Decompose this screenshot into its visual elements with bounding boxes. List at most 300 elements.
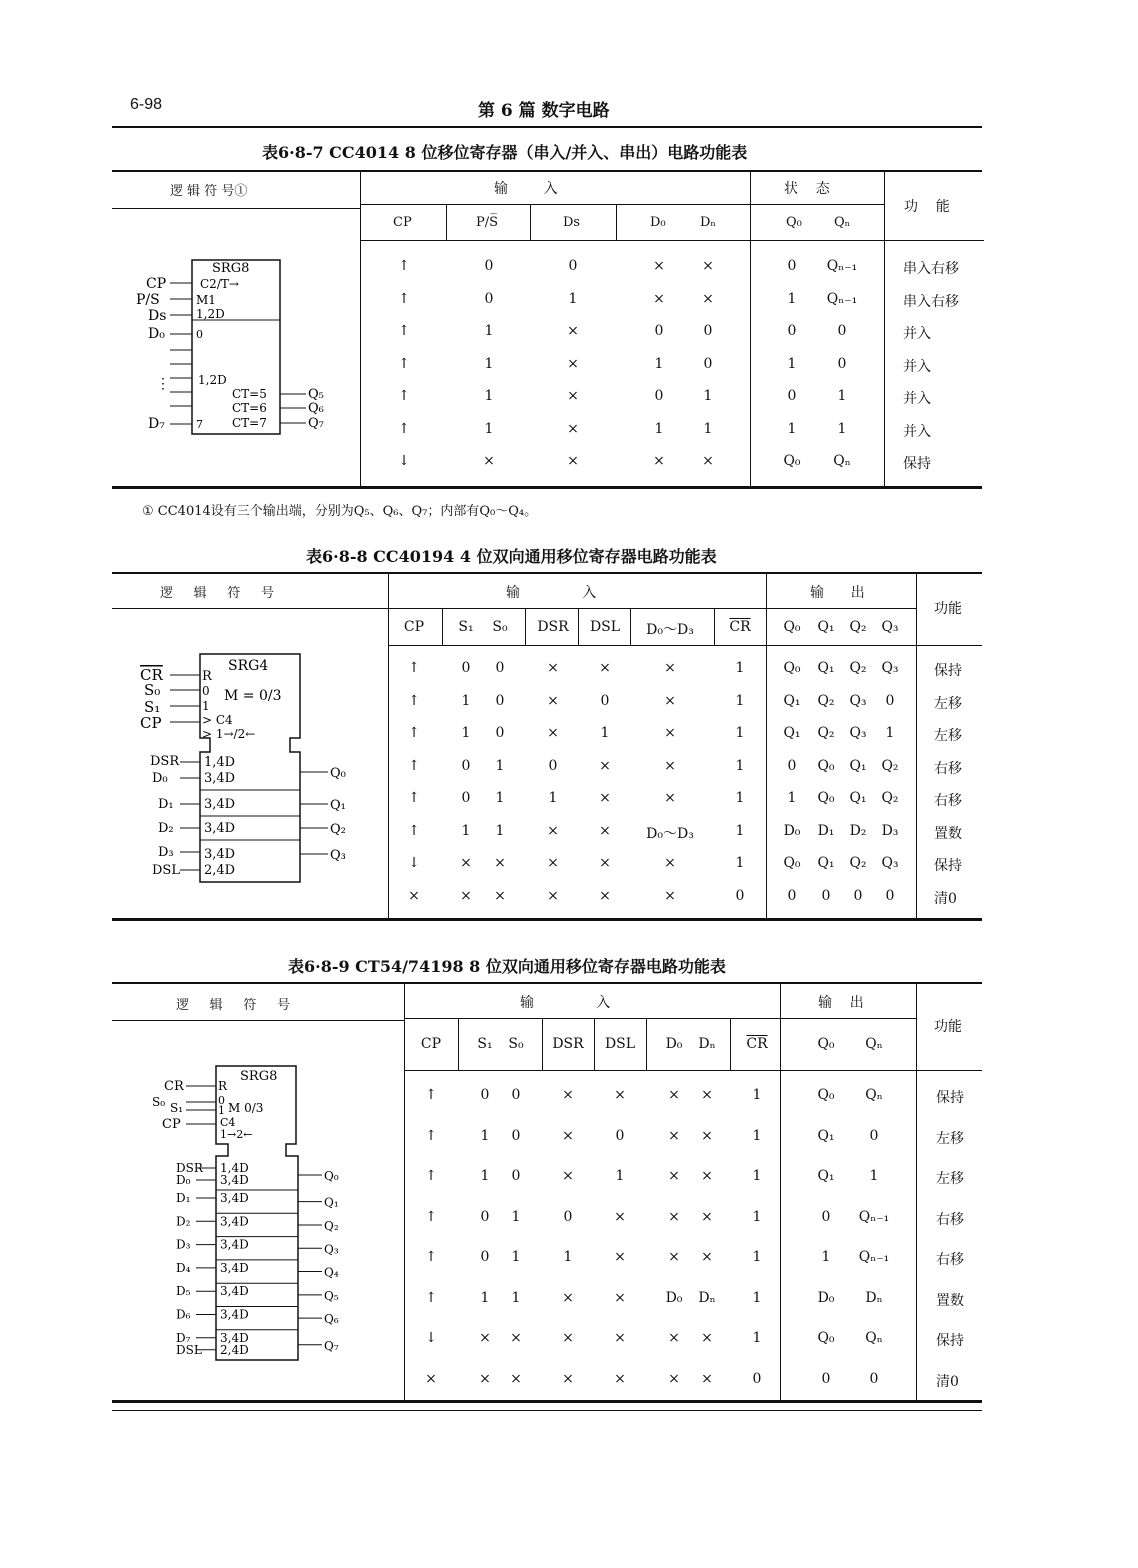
table-cell: ↑ — [398, 388, 410, 404]
out-ct6: CT=6 — [232, 401, 267, 415]
table3-symbol-header: 逻 辑 符 号 — [176, 998, 290, 1013]
table-cell: ↑ — [408, 660, 420, 676]
table-cell: 0 — [511, 1127, 521, 1144]
table-cell: D₀～D₃ — [646, 825, 694, 842]
table2-divider — [578, 609, 579, 645]
table1-col-ps: P/S̅ — [476, 215, 499, 230]
column-header: DSR — [537, 619, 569, 635]
pin-r: R — [202, 669, 212, 684]
table-cell: 1 — [654, 355, 664, 372]
table1-col-qn: Qₙ — [834, 215, 851, 230]
out-q1: Q₁ — [330, 798, 346, 813]
table-cell: 0 — [484, 258, 494, 274]
table-cell: 0 — [853, 887, 863, 904]
function-cell: 置数 — [936, 1292, 964, 1309]
table-cell: × — [460, 855, 472, 871]
table2-symbol-header: 逻 辑 符 号 — [160, 586, 274, 601]
table-cell: ↑ — [398, 290, 410, 307]
table-cell: × — [562, 1370, 574, 1387]
table-cell: 1 — [480, 1289, 490, 1306]
function-cell: 清0 — [936, 1373, 959, 1390]
table-cell: 0 — [615, 1127, 625, 1144]
table-cell: 0 — [837, 323, 847, 339]
function-cell: 置数 — [934, 825, 962, 842]
table3-divider — [780, 984, 781, 1400]
table1-symbol-header: 逻 辑 符 号① — [170, 184, 248, 199]
column-header: DSL — [589, 619, 621, 635]
table3-divider — [916, 984, 917, 1400]
table-cell: ↑ — [425, 1087, 437, 1103]
table-cell: 1 — [484, 420, 494, 437]
table-cell: 1 — [495, 757, 505, 774]
column-header: Q₃ — [881, 619, 899, 635]
pin-m: M 0/3 — [228, 1101, 264, 1115]
table-cell: D₀ — [817, 1289, 835, 1306]
page-number: 6-98 — [130, 96, 163, 113]
pin-7: 7 — [196, 418, 203, 431]
table-cell: 0 — [654, 388, 664, 404]
table-cell: × — [614, 1330, 626, 1346]
table-cell: Q₃ — [849, 692, 867, 709]
input-dsr: DSR — [150, 754, 180, 769]
table-cell: 1 — [787, 420, 797, 437]
column-header: CR̅ — [729, 619, 751, 635]
table3-divider — [404, 1070, 982, 1071]
out-q7: Q₇ — [308, 416, 324, 431]
table-cell: ↑ — [408, 692, 420, 709]
output-label: Q₅ — [324, 1288, 339, 1303]
input-s1: S₁ — [170, 1101, 184, 1115]
table-cell: ↑ — [425, 1127, 437, 1144]
table-cell: 1 — [654, 420, 664, 437]
table-cell: 1 — [511, 1208, 521, 1225]
table1-col-d0: D₀ — [650, 215, 666, 230]
table-cell: 0 — [600, 692, 610, 709]
table-cell: 1 — [869, 1168, 879, 1184]
table-cell: 0 — [461, 757, 471, 774]
input-s0: S₀ — [152, 1095, 166, 1109]
input-dsl: DSL — [152, 863, 180, 878]
table-cell: 0 — [821, 1370, 831, 1387]
table3-bottom-rule — [112, 1400, 982, 1403]
table-cell: × — [668, 1330, 680, 1346]
table-cell: × — [701, 1208, 713, 1225]
table-cell: 0 — [787, 323, 797, 339]
table-cell: ↑ — [425, 1289, 437, 1306]
table-cell: 1 — [735, 790, 745, 806]
table-cell: 0 — [568, 258, 578, 274]
table-cell: Q₀ — [783, 855, 801, 871]
table-cell: 1 — [735, 660, 745, 676]
input-cr: CR — [140, 666, 163, 684]
input-label: DSL — [176, 1342, 202, 1357]
table1-bottom-rule — [112, 486, 982, 489]
table-cell: 1 — [461, 822, 471, 839]
table1-col-q0: Q₀ — [786, 215, 802, 230]
function-cell: 右移 — [934, 760, 962, 777]
pin-0: 0 — [202, 684, 210, 698]
column-header: D₀～D₃ — [646, 622, 694, 638]
pin-shift: > 1→/2← — [202, 727, 256, 741]
table-cell: × — [668, 1168, 680, 1184]
input-label: DSR — [176, 1161, 203, 1175]
out-q2: Q₂ — [330, 822, 346, 837]
table-cell: 1 — [735, 757, 745, 774]
table-cell: 1 — [752, 1249, 762, 1265]
column-header: CR̅ — [746, 1036, 768, 1052]
table2-bottom-rule — [112, 918, 982, 921]
table1-divider — [446, 205, 447, 240]
table-cell: ↑ — [398, 355, 410, 372]
table-cell: 1 — [821, 1249, 831, 1265]
input-cp: CP — [140, 714, 162, 732]
table-cell: 0 — [752, 1370, 762, 1387]
table1-function-header: 功 能 — [904, 199, 950, 215]
table-cell: 0 — [787, 388, 797, 404]
table-cell: 0 — [511, 1168, 521, 1184]
table2-input-header: 输 入 — [506, 585, 597, 601]
table2-divider — [916, 574, 917, 918]
pin-label: 3,4D — [220, 1284, 249, 1299]
function-cell: 右移 — [936, 1211, 964, 1228]
pin-24d: 2,4D — [204, 863, 236, 878]
table-cell: 1 — [837, 388, 847, 404]
table-cell: Q₂ — [881, 757, 899, 774]
table-cell: 0 — [869, 1127, 879, 1144]
pin-label: 3,4D — [220, 1173, 249, 1187]
table-cell: 0 — [787, 258, 797, 274]
column-header: Qₙ — [865, 1036, 883, 1052]
table-cell: × — [510, 1330, 522, 1346]
table-cell: 0 — [735, 887, 745, 904]
page-bottom-rule — [112, 1410, 982, 1411]
table1-divider — [360, 240, 984, 241]
table-cell: × — [668, 1087, 680, 1103]
output-label: Q₃ — [324, 1242, 339, 1257]
function-cell: 保持 — [934, 858, 962, 874]
function-cell: 串入右移 — [903, 261, 959, 277]
table-cell: Q₁ — [783, 692, 801, 709]
function-cell: 并入 — [903, 358, 931, 375]
input-label: D₃ — [176, 1237, 191, 1252]
pin-c2t: C2/T→ — [200, 277, 239, 291]
table2-divider — [630, 609, 631, 645]
table-cell: D₂ — [849, 822, 867, 839]
table-cell: Q₁ — [783, 725, 801, 741]
pin-label: 3,4D — [220, 1237, 249, 1252]
table2-divider — [714, 609, 715, 645]
table-cell: × — [567, 420, 579, 437]
pin-0: 0 — [196, 328, 203, 341]
table-cell: × — [668, 1127, 680, 1144]
table-cell: × — [460, 887, 472, 904]
input-s0: S₀ — [144, 681, 161, 699]
pin-1: 1 — [218, 1104, 225, 1117]
table-cell: × — [567, 453, 579, 469]
table1-top-rule — [112, 170, 982, 172]
pin-label: 3,4D — [220, 1260, 249, 1275]
pin-12d-b: 1,2D — [198, 373, 227, 387]
table-cell: Qₙ — [865, 1087, 883, 1103]
table-cell: × — [547, 692, 559, 709]
table-cell: 0 — [563, 1208, 573, 1225]
table-cell: × — [567, 388, 579, 404]
input-cp: CP — [146, 276, 167, 292]
table-cell: × — [701, 1127, 713, 1144]
table-cell: Q₃ — [849, 725, 867, 741]
table3-divider — [730, 1019, 731, 1070]
table1-divider — [616, 205, 617, 240]
column-header: S₁ — [477, 1036, 493, 1052]
output-label: Q₁ — [324, 1195, 339, 1210]
function-cell: 左移 — [934, 728, 962, 744]
table1-footnote: ① CC4014设有三个输出端，分别为Q₅、Q₆、Q₇；内部有Q₀～Q₄。 — [142, 504, 538, 519]
table-cell: 1 — [511, 1249, 521, 1265]
table-cell: × — [494, 855, 506, 871]
input-label: D₂ — [176, 1214, 191, 1229]
output-label: Q₂ — [324, 1218, 339, 1233]
table-cell: × — [599, 887, 611, 904]
table-cell: × — [494, 887, 506, 904]
table1-divider — [750, 172, 751, 486]
function-cell: 右移 — [934, 793, 962, 809]
table-cell: × — [547, 887, 559, 904]
input-ps: P/S — [136, 292, 160, 308]
table-cell: 1 — [511, 1289, 521, 1306]
table-cell: × — [547, 660, 559, 676]
table1-divider — [530, 205, 531, 240]
table-cell: 1 — [752, 1289, 762, 1306]
pin-label: 2,4D — [220, 1342, 249, 1357]
pin-14d: 1,4D — [204, 755, 236, 770]
table-cell: × — [599, 757, 611, 774]
table-cell: 0 — [495, 725, 505, 741]
table-cell: 1 — [568, 290, 578, 307]
table-cell: × — [664, 725, 676, 741]
table-cell: 1 — [735, 855, 745, 871]
table-cell: 1 — [752, 1087, 762, 1103]
table-cell: 1 — [735, 725, 745, 741]
table-cell: × — [599, 790, 611, 806]
svg-text:⋮: ⋮ — [156, 376, 170, 392]
pin-1: 1 — [202, 699, 210, 713]
table-cell: 0 — [654, 323, 664, 339]
srg4-title: SRG4 — [228, 658, 269, 674]
table-cell: 1 — [480, 1127, 490, 1144]
table-cell: Q₁ — [817, 855, 835, 871]
function-cell: 右移 — [936, 1252, 964, 1268]
input-label: D₄ — [176, 1260, 191, 1275]
column-header: DSL — [604, 1036, 636, 1052]
table1-divider — [884, 172, 885, 486]
function-cell: 左移 — [936, 1130, 964, 1147]
pin-c4: > C4 — [202, 713, 233, 727]
table-cell: ↓ — [425, 1330, 437, 1346]
table1-col-dn: Dₙ — [700, 215, 717, 230]
table-cell: Qₙ — [865, 1330, 883, 1346]
table-cell: × — [547, 725, 559, 741]
column-header: Q₂ — [849, 619, 867, 635]
table2-top-rule — [112, 572, 982, 574]
table-cell: × — [653, 290, 665, 307]
table-cell: × — [664, 660, 676, 676]
table-cell: ↓ — [398, 453, 410, 469]
table-cell: 1 — [484, 388, 494, 404]
table1-divider — [360, 204, 884, 205]
table-cell: Q₀ — [817, 1330, 835, 1346]
table-cell: Q₁ — [849, 790, 867, 806]
table-cell: Dₙ — [865, 1289, 883, 1306]
table-cell: × — [614, 1289, 626, 1306]
table-cell: 0 — [869, 1370, 879, 1387]
function-cell: 串入右移 — [903, 293, 959, 310]
table-cell: 1 — [752, 1330, 762, 1346]
table-cell: × — [664, 692, 676, 709]
table-cell: × — [653, 453, 665, 469]
pin-label: 3,4D — [220, 1214, 249, 1229]
table-cell: × — [425, 1370, 437, 1387]
table-cell: × — [483, 453, 495, 469]
table-cell: Q₂ — [849, 660, 867, 676]
table-cell: 1 — [752, 1208, 762, 1225]
table-cell: 1 — [787, 790, 797, 806]
table-cell: × — [614, 1208, 626, 1225]
table2-divider — [525, 609, 526, 645]
table3-caption: 表6·8-9 CT54/74198 8 位双向通用移位寄存器电路功能表 — [288, 957, 726, 976]
table-cell: 0 — [461, 660, 471, 676]
input-s1: S₁ — [144, 698, 161, 716]
table-cell: Q₂ — [849, 855, 867, 871]
table-cell: 1 — [703, 420, 713, 437]
table-cell: × — [408, 887, 420, 904]
table-cell: 1 — [735, 692, 745, 709]
table1-col-cp: CP — [393, 215, 412, 230]
pin-34d: 3,4D — [204, 797, 236, 812]
table-cell: × — [562, 1087, 574, 1103]
table3-divider — [594, 1019, 595, 1070]
table-cell: 1 — [480, 1168, 490, 1184]
input-ds: Ds — [148, 308, 167, 324]
input-d0: D₀ — [152, 771, 168, 786]
table-cell: × — [599, 822, 611, 839]
table2-divider — [388, 574, 389, 918]
table-cell: ↑ — [408, 725, 420, 741]
pin-34d: 3,4D — [204, 821, 236, 836]
table3-logic-symbol — [136, 1062, 366, 1372]
table-cell: ↑ — [425, 1208, 437, 1225]
table3-divider — [458, 1019, 459, 1070]
table3-output-header: 输 出 — [818, 995, 864, 1011]
table2-divider — [112, 608, 388, 609]
table-cell: 0 — [548, 757, 558, 774]
out-q0: Q₀ — [330, 766, 346, 781]
table-cell: 1 — [484, 323, 494, 339]
function-cell: 左移 — [936, 1171, 964, 1187]
table-cell: 1 — [461, 725, 471, 741]
table-cell: 1 — [752, 1127, 762, 1144]
table-cell: D₃ — [881, 822, 899, 839]
table-cell: × — [668, 1370, 680, 1387]
table-cell: × — [701, 1168, 713, 1184]
table-cell: ↓ — [408, 855, 420, 871]
input-d3: D₃ — [158, 845, 174, 860]
section-title: 第 6 篇 数字电路 — [478, 101, 610, 121]
table-cell: ↑ — [398, 323, 410, 339]
table-cell: 1 — [461, 692, 471, 709]
table-cell: 0 — [821, 1208, 831, 1225]
column-header: Dₙ — [698, 1036, 716, 1052]
table-cell: 1 — [495, 790, 505, 806]
pin-12d: 1,2D — [196, 307, 225, 321]
table2-divider — [766, 574, 767, 918]
table-cell: 0 — [821, 887, 831, 904]
table-cell: × — [614, 1370, 626, 1387]
table2-divider — [388, 608, 916, 609]
input-d1: D₁ — [158, 797, 174, 812]
table-cell: × — [701, 1087, 713, 1103]
table-cell: 0 — [787, 887, 797, 904]
table-cell: × — [702, 290, 714, 307]
table-cell: 1 — [615, 1168, 625, 1184]
table-cell: D₀ — [665, 1289, 683, 1306]
table-cell: Q₀ — [817, 757, 835, 774]
table-cell: × — [562, 1289, 574, 1306]
table-cell: 1 — [837, 420, 847, 437]
table-cell: Qₙ₋₁ — [826, 258, 858, 274]
table-cell: D₀ — [783, 822, 801, 839]
table-cell: × — [701, 1330, 713, 1346]
table-cell: × — [614, 1087, 626, 1103]
table-cell: 1 — [495, 822, 505, 839]
table2-logic-symbol — [130, 650, 360, 890]
input-label: D₀ — [176, 1173, 191, 1187]
table1-divider — [360, 172, 361, 486]
table-cell: × — [567, 355, 579, 372]
pin-label: 1,4D — [220, 1161, 249, 1175]
pin-m1: M1 — [196, 293, 216, 307]
table-cell: × — [479, 1370, 491, 1387]
pin-0: 0 — [218, 1094, 225, 1107]
input-d7: D₇ — [148, 416, 165, 432]
table-cell: ↑ — [425, 1168, 437, 1184]
table-cell: × — [664, 887, 676, 904]
table3-divider — [542, 1019, 543, 1070]
function-cell: 清0 — [934, 890, 957, 907]
table1-col-ds: Ds — [563, 215, 581, 230]
table2-divider — [388, 645, 982, 646]
header-rule — [112, 126, 982, 128]
srg8-title: SRG8 — [240, 1069, 278, 1084]
table-cell: × — [562, 1127, 574, 1144]
table1-logic-symbol — [136, 252, 350, 442]
pin-m: M = 0/3 — [224, 688, 282, 704]
table2-function-header: 功能 — [934, 601, 962, 617]
column-header: S₁ — [458, 619, 474, 635]
table-cell: 0 — [787, 757, 797, 774]
table-cell: × — [668, 1249, 680, 1265]
table-cell: Q₀ — [783, 660, 801, 676]
input-d0: D₀ — [148, 326, 165, 342]
function-cell: 并入 — [903, 391, 931, 407]
out-q6: Q₆ — [308, 401, 324, 416]
pin-c4: C4 — [220, 1116, 236, 1129]
table-cell: × — [702, 258, 714, 274]
input-label: D₅ — [176, 1284, 191, 1299]
out-ct5: CT=5 — [232, 387, 267, 401]
table-cell: × — [668, 1208, 680, 1225]
table-cell: × — [599, 660, 611, 676]
table-cell: Q₁ — [817, 660, 835, 676]
